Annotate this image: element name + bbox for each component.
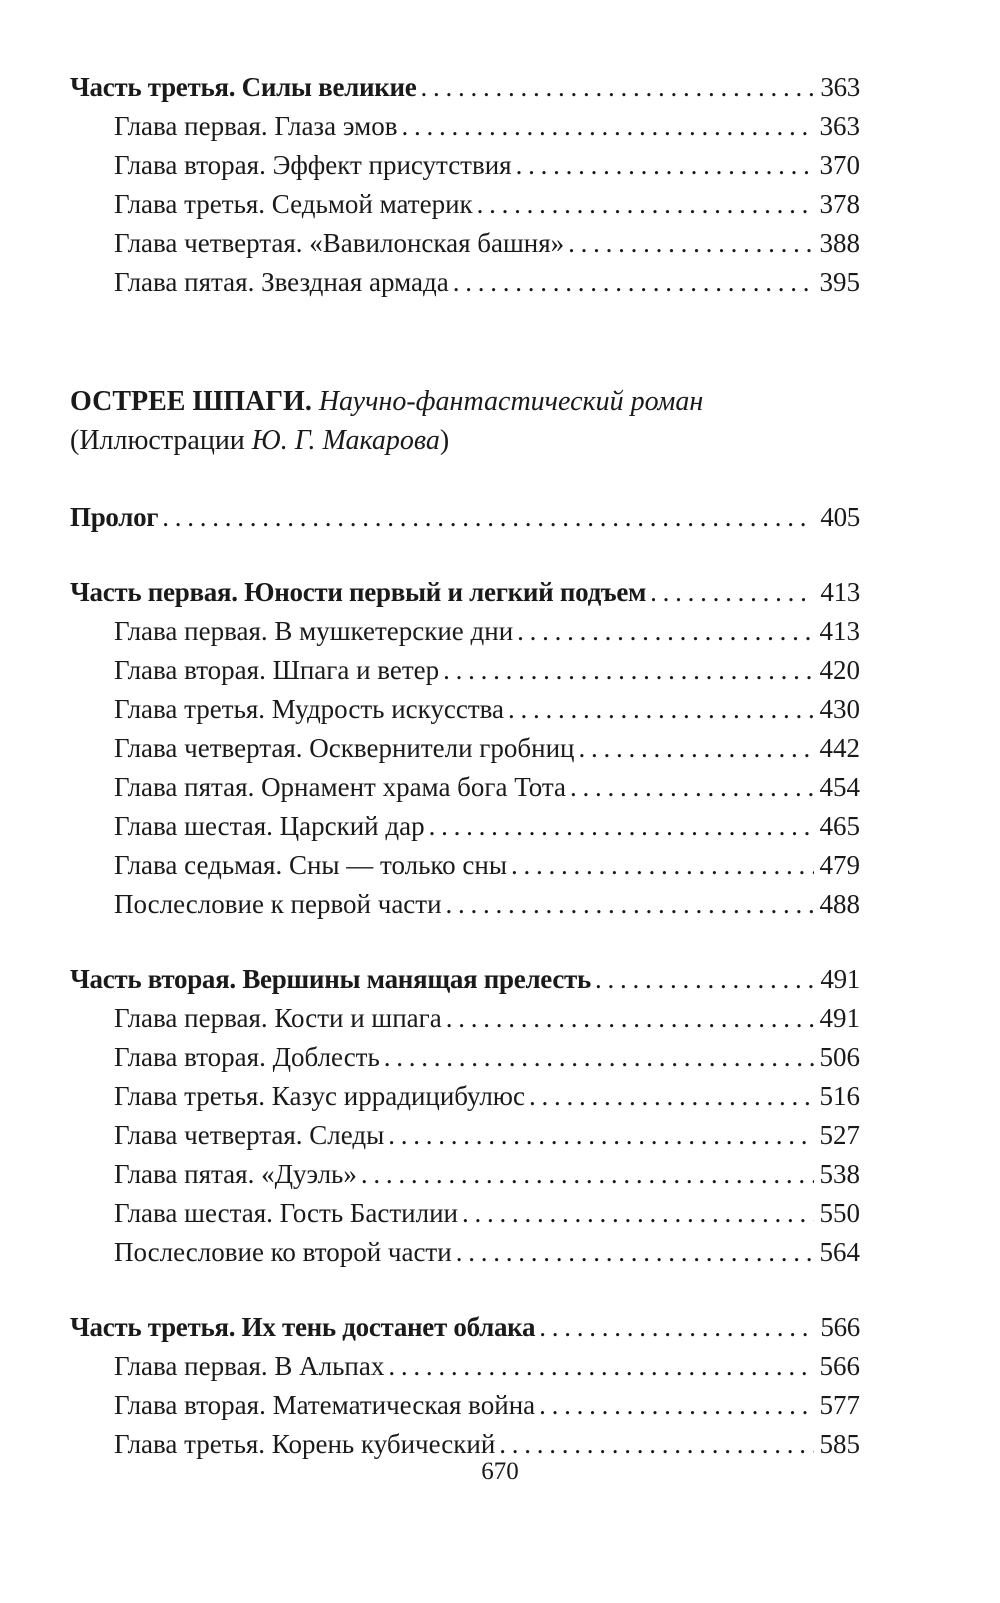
chapter-title: Глава пятая. «Дуэль» [114,1159,357,1189]
chapter-title: Глава первая. Кости и шпага [114,1003,442,1033]
page-ref: 564 [819,1237,860,1267]
page-ref: 550 [819,1198,860,1228]
page-ref: 566 [819,1351,860,1381]
leader-dots [458,1194,814,1233]
toc-prologue-entry [70,498,860,537]
toc-chapter-entry [70,263,860,302]
toc-chapter-entry [70,1038,860,1077]
leader-dots [566,768,814,807]
chapter-title: Глава первая. Глаза эмов [114,111,398,141]
chapter-title: Глава вторая. Доблесть [114,1042,380,1072]
page-ref: 527 [819,1120,860,1150]
toc-chapter-entry [70,1155,860,1194]
chapter-title: Глава пятая. Орнамент храма бога Тота [114,772,566,802]
leader-dots [439,651,814,690]
page-ref: 538 [819,1159,860,1189]
page-ref: 405 [820,502,860,532]
leader-dots [449,263,814,302]
leader-dots [357,1155,814,1194]
leader-dots [574,729,814,768]
chapter-title: Послесловие к первой части [114,889,442,919]
toc-chapter-entry [70,807,860,846]
leader-dots [452,1233,814,1272]
spacer [70,537,860,573]
page-ref: 585 [819,1429,860,1459]
page-ref: 370 [819,150,860,180]
toc-chapter-entry [70,612,860,651]
chapter-title: Глава первая. В мушкетерские дни [114,616,514,646]
toc-chapter-entry [70,1233,860,1272]
page-ref: 506 [819,1042,860,1072]
page-ref: 491 [820,964,860,994]
chapter-title: Послесловие ко второй части [114,1237,452,1267]
illustrator-name: Ю. Г. Макарова [251,425,440,456]
spacer [70,1272,860,1308]
part-title: Часть третья. Их тень достанет облака [70,1312,536,1342]
leader-dots [442,885,814,924]
spacer [70,924,860,960]
spacer [70,460,860,498]
page-ref: 378 [819,189,860,219]
page-ref: 363 [820,72,860,102]
table-of-contents [70,68,860,1464]
toc-chapter-entry [70,846,860,885]
leader-dots [512,146,814,185]
chapter-title: Глава вторая. Шпага и ветер [114,655,440,685]
leader-dots [591,960,814,999]
page-ref: 516 [819,1081,860,1111]
page-ref: 430 [819,694,860,724]
toc-chapter-entry [70,651,860,690]
chapter-title: Глава четвертая. Следы [114,1120,385,1150]
leader-dots [473,185,814,224]
chapter-title: Глава третья. Седьмой материк [114,189,473,219]
toc-chapter-entry [70,768,860,807]
chapter-title: Глава третья. Корень кубический [114,1429,496,1459]
chapter-title: Глава вторая. Математическая война [114,1390,536,1420]
toc-chapter-entry [70,224,860,263]
novel-heading [70,382,860,421]
toc-chapter-entry [70,1077,860,1116]
chapter-title: Глава пятая. Звездная армада [114,267,449,297]
leader-dots [535,1308,814,1347]
toc-part-entry [70,573,860,612]
chapter-title: Глава четвертая. «Вавилонская башня» [114,228,565,258]
toc-chapter-entry [70,1194,860,1233]
page-ref: 488 [819,889,860,919]
toc-chapter-entry [70,146,860,185]
page-ref: 454 [819,772,860,802]
toc-chapter-entry [70,1386,860,1425]
toc-chapter-entry [70,729,860,768]
leader-dots [564,224,814,263]
leader-dots [380,1038,814,1077]
page-ref: 577 [819,1390,860,1420]
page-ref: 363 [819,111,860,141]
toc-chapter-entry [70,690,860,729]
chapter-title: Глава седьмая. Сны — только сны [114,850,508,880]
page-ref: 413 [819,616,860,646]
page-number: 670 [481,1458,519,1485]
toc-chapter-entry [70,999,860,1038]
page-ref: 465 [819,811,860,841]
part-title: Часть третья. Силы великие [70,72,417,102]
page-ref: 479 [819,850,860,880]
leader-dots [504,690,814,729]
prologue-title: Пролог [70,502,159,532]
leader-dots [513,612,814,651]
leader-dots [416,68,814,107]
toc-chapter-entry [70,107,860,146]
part-title: Часть вторая. Вершины манящая прелесть [70,964,591,994]
leader-dots [398,107,814,146]
illustrator-credit [70,421,860,460]
leader-dots [384,1116,814,1155]
chapter-title: Глава третья. Казус иррадицибулюс [114,1081,525,1111]
toc-part-entry [70,68,860,107]
toc-chapter-entry [70,885,860,924]
illus-open: (Иллюстрации [70,425,245,456]
toc-part-entry [70,1308,860,1347]
chapter-title: Глава третья. Мудрость искусства [114,694,505,724]
page-ref: 491 [819,1003,860,1033]
part-title: Часть первая. Юности первый и легкий подъем [70,577,647,607]
novel-genre: Научно-фантастический роман [318,386,704,417]
page-ref: 388 [819,228,860,258]
toc-chapter-entry [70,1347,860,1386]
illus-close: ) [439,425,450,456]
page-ref: 566 [820,1312,860,1342]
leader-dots [425,807,814,846]
chapter-title: Глава шестая. Гость Бастилии [114,1198,458,1228]
chapter-title: Глава четвертая. Осквернители гробниц [114,733,575,763]
leader-dots [646,573,814,612]
page-ref: 420 [819,655,860,685]
page-ref: 395 [819,267,860,297]
spacer [70,302,860,382]
chapter-title: Глава вторая. Эффект присутствия [114,150,512,180]
toc-chapter-entry [70,1116,860,1155]
chapter-title: Глава первая. В Альпах [114,1351,385,1381]
toc-chapter-entry [70,185,860,224]
leader-dots [525,1077,814,1116]
page-ref: 413 [820,577,860,607]
page-ref: 442 [819,733,860,763]
leader-dots [442,999,814,1038]
leader-dots [535,1386,814,1425]
novel-title: ОСТРЕЕ ШПАГИ. [70,386,312,417]
leader-dots [507,846,814,885]
chapter-title: Глава шестая. Царский дар [114,811,425,841]
leader-dots [384,1347,814,1386]
toc-part-entry [70,960,860,999]
leader-dots [158,498,814,537]
